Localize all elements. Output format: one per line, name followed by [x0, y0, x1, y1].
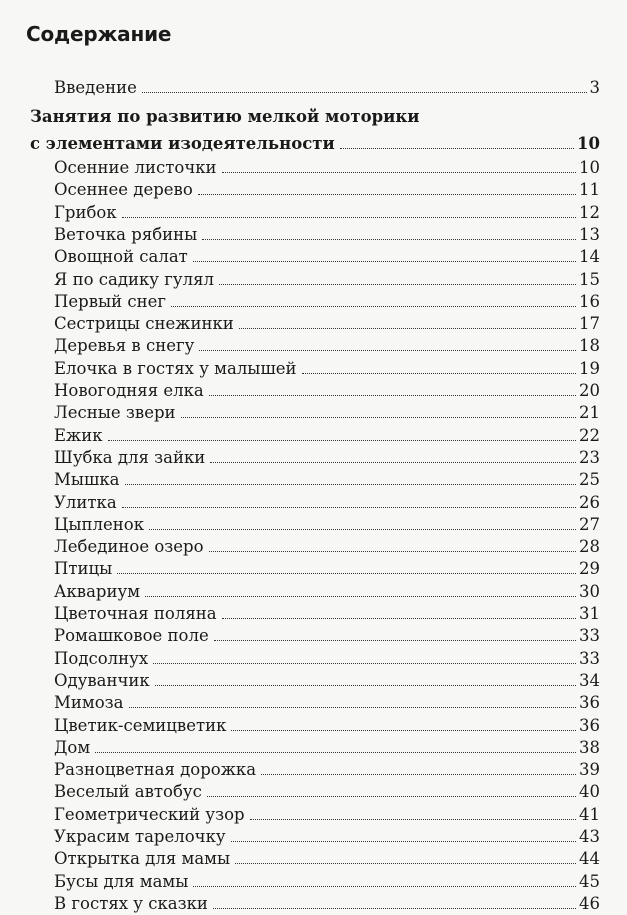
toc-entry-label: Одуванчик: [54, 670, 150, 690]
toc-entry-label: Шубка для зайки: [54, 447, 206, 467]
toc-entry-label: Цветочная поляна: [54, 604, 217, 623]
dot-leader: [142, 72, 587, 93]
toc-entry-label: Цыпленок: [54, 514, 145, 534]
dot-leader: [239, 308, 576, 329]
toc-entry-label: Улитка: [54, 492, 117, 512]
toc-entry-page: 16: [579, 291, 600, 311]
toc-entry-label: В гостях у сказки: [54, 893, 208, 913]
dot-leader: [231, 821, 576, 842]
dot-leader: [171, 286, 576, 307]
toc-entry-page: 46: [579, 893, 600, 913]
toc-entry-page: 14: [579, 247, 600, 267]
dot-leader: [235, 843, 576, 864]
toc-entry-page: 23: [579, 447, 600, 467]
toc-entry-label: Я по садику гулял: [54, 269, 214, 289]
toc-entry-page: 28: [579, 537, 600, 557]
toc-entry-page: 27: [579, 514, 600, 534]
dot-leader: [155, 665, 576, 686]
dot-leader: [214, 620, 576, 641]
dot-leader: [199, 330, 576, 351]
toc-entry-label: Ромашковое поле: [54, 626, 209, 646]
toc-entry-label: Веточка рябины: [54, 224, 198, 244]
dot-leader: [207, 776, 576, 797]
toc-entry-page: 43: [579, 827, 600, 846]
toc-entry-page: 21: [579, 403, 600, 423]
page-title: Содержание: [26, 22, 172, 46]
toc-entry-page: 36: [579, 693, 600, 713]
toc-entry-label: Овощной салат: [54, 247, 188, 267]
dot-leader: [149, 509, 576, 530]
dot-leader: [340, 128, 574, 149]
toc-entry-page: 40: [579, 782, 600, 802]
toc-entry-label: Аквариум: [54, 581, 141, 601]
toc-entry-page: 3: [589, 78, 600, 97]
toc-entry-label: Первый снег: [54, 291, 167, 311]
dot-leader: [219, 264, 576, 285]
toc-entry-label: Мышка: [54, 470, 120, 490]
dot-leader: [122, 487, 576, 508]
toc-entry-label: Ежик: [54, 425, 103, 445]
dot-leader: [153, 643, 576, 664]
toc-entry-page: 34: [579, 670, 600, 690]
toc-section-page: 10: [577, 134, 600, 153]
toc-entry-page: 25: [579, 470, 600, 490]
toc-entry-label: Подсолнух: [54, 648, 149, 668]
dot-leader: [209, 375, 576, 396]
toc-entry-page: 30: [579, 581, 600, 601]
toc-section[interactable]: [30, 128, 600, 155]
dot-leader: [198, 174, 576, 195]
dot-leader: [302, 353, 576, 374]
toc-entry-label: Украсим тарелочку: [54, 827, 226, 846]
dot-leader: [108, 420, 576, 441]
toc-entry-label: Елочка в гостях у малышей: [54, 358, 297, 378]
toc-entry-page: 29: [579, 559, 600, 579]
toc-entry-label: Деревья в снегу: [54, 336, 195, 356]
dot-leader: [122, 197, 576, 218]
toc-entry-page: 31: [579, 604, 600, 623]
toc-entry-label: Грибок: [54, 202, 117, 222]
toc-entry-page: 39: [579, 760, 600, 780]
toc-entry-page: 41: [579, 804, 600, 824]
dot-leader: [210, 442, 576, 463]
toc-entry-page: 44: [579, 849, 600, 869]
toc-entry-page: 38: [579, 737, 600, 757]
toc-entry-label: Лесные звери: [54, 403, 176, 423]
toc-entry-page: 15: [579, 269, 600, 289]
toc-entry-label: Новогодняя елка: [54, 381, 204, 400]
toc-entry-page: 13: [579, 224, 600, 244]
dot-leader: [231, 710, 576, 731]
toc-entry-page: 19: [579, 358, 600, 378]
toc-entry-label: Осеннее дерево: [54, 180, 193, 200]
toc-entry-label: Лебединое озеро: [54, 537, 204, 557]
dot-leader: [222, 152, 576, 173]
dot-leader: [95, 732, 576, 753]
toc-entry-page: 33: [579, 648, 600, 668]
toc-entry-page: 20: [579, 381, 600, 400]
toc-entry-intro[interactable]: [54, 72, 600, 99]
dot-leader: [193, 866, 576, 887]
section-heading-line1: Занятия по развитию мелкой моторики: [30, 107, 420, 126]
toc-entry-page: 12: [579, 202, 600, 222]
dot-leader: [261, 754, 576, 775]
toc-entry-label: Открытка для мамы: [54, 849, 231, 869]
toc-entry-label: Бусы для мамы: [54, 871, 189, 891]
dot-leader: [222, 598, 576, 619]
dot-leader: [193, 241, 576, 262]
toc-entry-page: 33: [579, 626, 600, 646]
toc-entry-label: Птицы: [54, 559, 113, 579]
dot-leader: [250, 799, 576, 820]
toc-entry-label: Цветик-семицветик: [54, 715, 227, 735]
toc-entry-page: 36: [579, 715, 600, 735]
toc-entry-label: Геометрический узор: [54, 804, 245, 824]
toc-entry-label: Веселый автобус: [54, 782, 202, 802]
toc-entry-page: 17: [579, 314, 600, 334]
toc-entry-label: Осенние листочки: [54, 158, 217, 177]
toc-entry-page: 26: [579, 492, 600, 512]
dot-leader: [117, 553, 576, 574]
toc-entry-page: 18: [579, 336, 600, 356]
dot-leader: [145, 576, 576, 597]
toc-entry-page: 10: [579, 158, 600, 177]
toc-entry-label: Разноцветная дорожка: [54, 760, 257, 780]
toc-entry-page: 22: [579, 425, 600, 445]
dot-leader: [202, 219, 576, 240]
dot-leader: [209, 531, 576, 552]
toc-entry-page: 11: [579, 180, 600, 200]
toc-entry-label: Дом: [54, 737, 91, 757]
toc-entry-label: Мимоза: [54, 693, 124, 713]
toc-entry[interactable]: [54, 888, 600, 915]
toc-entry-label: Введение: [54, 78, 137, 97]
section-heading-line2: с элементами изодеятельности: [30, 134, 335, 153]
dot-leader: [213, 888, 576, 909]
toc-entry-label: Сестрицы снежинки: [54, 314, 234, 334]
dot-leader: [181, 397, 576, 418]
dot-leader: [129, 687, 577, 708]
dot-leader: [125, 464, 576, 485]
toc-entry-page: 45: [579, 871, 600, 891]
